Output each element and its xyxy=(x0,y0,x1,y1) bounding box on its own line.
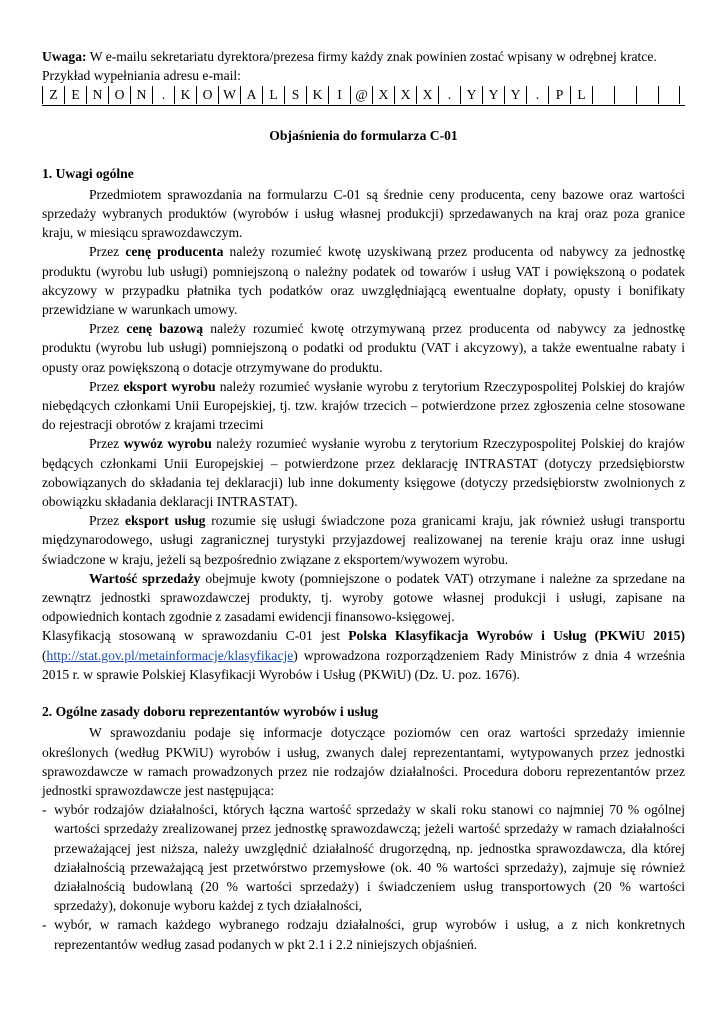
email-char-cell: . xyxy=(152,86,174,104)
email-char-cell: I xyxy=(328,86,350,104)
email-char-cell: P xyxy=(548,86,570,104)
text: Przez xyxy=(89,244,126,260)
paragraph-representatives-intro: W sprawozdaniu podaje się informacje dotyczące poziomów cen oraz wartości sprzedaży imiennie określonych (według PKWiU) wyrobów i usług, zwanych dalej reprezentantami, wytypowanych przez jednostki sprawozdawcze w ramach prowadzonych przez nie rodzajów działalności. Procedura doboru reprezentantów przez jednostki sprawozdawcze jest następująca: xyxy=(42,725,685,798)
warning-label: Uwaga: xyxy=(42,49,87,64)
section-2-heading: 2. Ogólne zasady doboru reprezentantów wyrobów i usług xyxy=(42,704,379,720)
email-char-cell: L xyxy=(262,86,284,104)
paragraph-subject: Przedmiotem sprawozdania na formularzu C-01 są średnie ceny producenta, ceny bazowe oraz wartości sprzedaży wybranych produktów (wyrobów i usług własnej produkcji) sprzedawanych na kraj oraz poza granice kraju, w miesiącu sprawozdawczym. xyxy=(42,186,685,241)
text: Klasyfikacją stosowaną w sprawozdaniu C-01 jest xyxy=(42,628,349,644)
procedure-list xyxy=(42,800,685,954)
email-char-cell: . xyxy=(526,86,548,104)
email-char-cell: A xyxy=(240,86,262,104)
paragraph-producer-price xyxy=(42,242,685,319)
email-char-cell xyxy=(658,86,680,104)
text: należy rozumieć wysłanie wyrobu z terytorium Rzeczypospolitej Polskiej do krajów niebędących członkami Unii Europejskiej, tj. tzw. krajów trzecich – potwierdzone przez zgłoszenia celne stosowane do rejestracji obrotów z krajami trzecimi xyxy=(42,378,685,433)
email-char-cell: Y xyxy=(460,86,482,104)
term-export-goods: eksport wyrobu xyxy=(123,378,216,394)
list-item xyxy=(42,915,685,953)
term-export-services: eksport usług xyxy=(124,513,206,529)
email-char-cell xyxy=(592,86,614,104)
email-char-cell: Z xyxy=(42,86,64,104)
email-char-cell: X xyxy=(416,86,438,104)
email-char-cell: N xyxy=(130,86,152,104)
email-char-cell: Y xyxy=(504,86,526,104)
email-char-cell: K xyxy=(174,86,196,104)
classification-link[interactable]: http://stat.gov.pl/metainformacje/klasyfikacje xyxy=(46,647,294,663)
email-char-cell xyxy=(614,86,636,104)
email-example-grid xyxy=(42,86,685,106)
email-char-cell: Y xyxy=(482,86,504,104)
section-1-heading: 1. Uwagi ogólne xyxy=(42,165,134,181)
paragraph-export-goods xyxy=(42,377,685,435)
email-char-cell: N xyxy=(86,86,108,104)
email-example-label: Przykład wypełniania adresu e-mail: xyxy=(42,68,241,84)
list-item-text: wybór, w ramach każdego wybranego rodzaju działalności, grup wyrobów i usług, a z nich konkretnych reprezentantów według zasad podanych w pkt 2.1 i 2.2 niniejszych objaśnień. xyxy=(54,917,685,952)
dash-bullet: - xyxy=(42,802,47,818)
term-producer-price: cenę producenta xyxy=(125,244,224,260)
email-char-cell: . xyxy=(438,86,460,104)
email-char-cell: O xyxy=(196,86,218,104)
list-item-text: wybór rodzajów działalności, których łączna wartość sprzedaży w skali roku stanowi co najmniej 70 % ogólnej wartości sprzedaży zrealizowanej przez jednostkę sprawozdawczą; jeżeli wartość sprzedaży w ramach działalności przeważającej jest niższa, należy uwzględnić działalność drugorzędną, np. jednostka sprawozdawcza, dla której działalnością przeważającą jest przetwórstwo przemysłowe (ok. 40 % wartości sprzedaży), zajmuje się również działalnością budowlaną (20 % wartości sprzedaży) i świadczeniem usług transportowych (20 % wartości sprzedaży), dokonuje wyboru każdej z tych działalności, xyxy=(54,802,685,914)
paragraph-sales-value xyxy=(42,569,685,627)
email-char-cell: E xyxy=(64,86,86,104)
text: ) wprowadzona rozporządzeniem Rady Ministrów z dnia 4 września 2015 r. w sprawie Polskiej Klasyfikacji Wyrobów i Usług (PKWiU) (Dz. U. poz. 1676). xyxy=(42,647,685,682)
email-char-cell: K xyxy=(306,86,328,104)
email-char-cell xyxy=(636,86,658,104)
text: Przez xyxy=(89,321,127,337)
term-dispatch-goods: wywóz wyrobu xyxy=(123,436,212,452)
text: należy rozumieć wysłanie wyrobu z terytorium Rzeczypospolitej Polskiej do krajów będących członkami Unii Europejskiej – potwierdzone przez deklarację INTRASTAT (dotyczy przedsiębiorstw zobowiązanych do składania tej deklaracji) lub inne dokumenty księgowe (dotyczy przedsiębiorstw zwolnionych z obowiązku składania deklaracji INTRASTAT). xyxy=(42,436,685,510)
text: Przez xyxy=(89,513,125,529)
email-char-cell: X xyxy=(372,86,394,104)
text: Przez xyxy=(89,436,124,452)
warning-text: W e-mailu sekretariatu dyrektora/prezesa firmy każdy znak powinien zostać wpisany w odrębnej kratce. xyxy=(86,49,657,64)
email-char-cell: O xyxy=(108,86,130,104)
term-sales-value: Wartość sprzedaży xyxy=(89,570,201,586)
text: Przez xyxy=(89,378,124,394)
text: obejmuje kwoty (pomniejszone o podatek VAT) otrzymane i należne za sprzedane na zewnątrz jednostki sprawozdawczej produkty, tj. wyroby gotowe własnej produkcji i usługi, zapisane na odpowiednich kontach zgodnie z zasadami ewidencji finansowo-księgowej. xyxy=(42,570,685,625)
document-page xyxy=(42,47,685,954)
paragraph-export-services xyxy=(42,511,685,569)
paragraph-classification xyxy=(42,626,685,684)
list-item xyxy=(42,800,685,915)
email-char-cell: S xyxy=(284,86,306,104)
text: należy rozumieć kwotę otrzymywaną przez producenta od nabywcy za jednostkę produktu (wyrobu lub usługi) pomniejszoną o podatki od produktu (VAT i akcyzowy), a także ewentualne rabaty i opusty oraz powiększoną o dotacje otrzymywane do produktu. xyxy=(42,321,685,375)
paragraph-dispatch-goods xyxy=(42,434,685,511)
email-char-cell: X xyxy=(394,86,416,104)
dash-bullet: - xyxy=(42,917,47,933)
email-char-cell: W xyxy=(218,86,240,104)
document-title: Objaśnienia do formularza C-01 xyxy=(269,128,458,144)
text: rozumie się usługi świadczone poza granicami kraju, jak również usługi transportu międzynarodowego, usługi zagranicznej turystyki przyjazdowej realizowanej na terenie kraju oraz inne usługi świadczone w kraju, jeżeli są bezpośrednio związane z eksportem/wywozem wyrobu. xyxy=(42,513,685,567)
email-char-cell: @ xyxy=(350,86,372,104)
paragraph-base-price xyxy=(42,319,685,377)
text: należy rozumieć kwotę uzyskiwaną przez producenta od nabywcy za jednostkę produktu (wyrobu lub usługi) pomniejszoną o należny podatek od towarów i usług VAT i powiększoną o podatek akcyzowy w przypadku płatnika tych podatków oraz uwzględniającą ewentualne dopłaty, opusty i bonifikaty przewidziane w warunkach umowy. xyxy=(42,244,685,318)
warning-note xyxy=(42,47,685,66)
email-char-cell: L xyxy=(570,86,592,104)
term-base-price: cenę bazową xyxy=(126,321,204,337)
term-classification: Polska Klasyfikacja Wyrobów i Usług (PKWiU 2015) xyxy=(348,628,685,644)
text: ( xyxy=(42,647,47,663)
